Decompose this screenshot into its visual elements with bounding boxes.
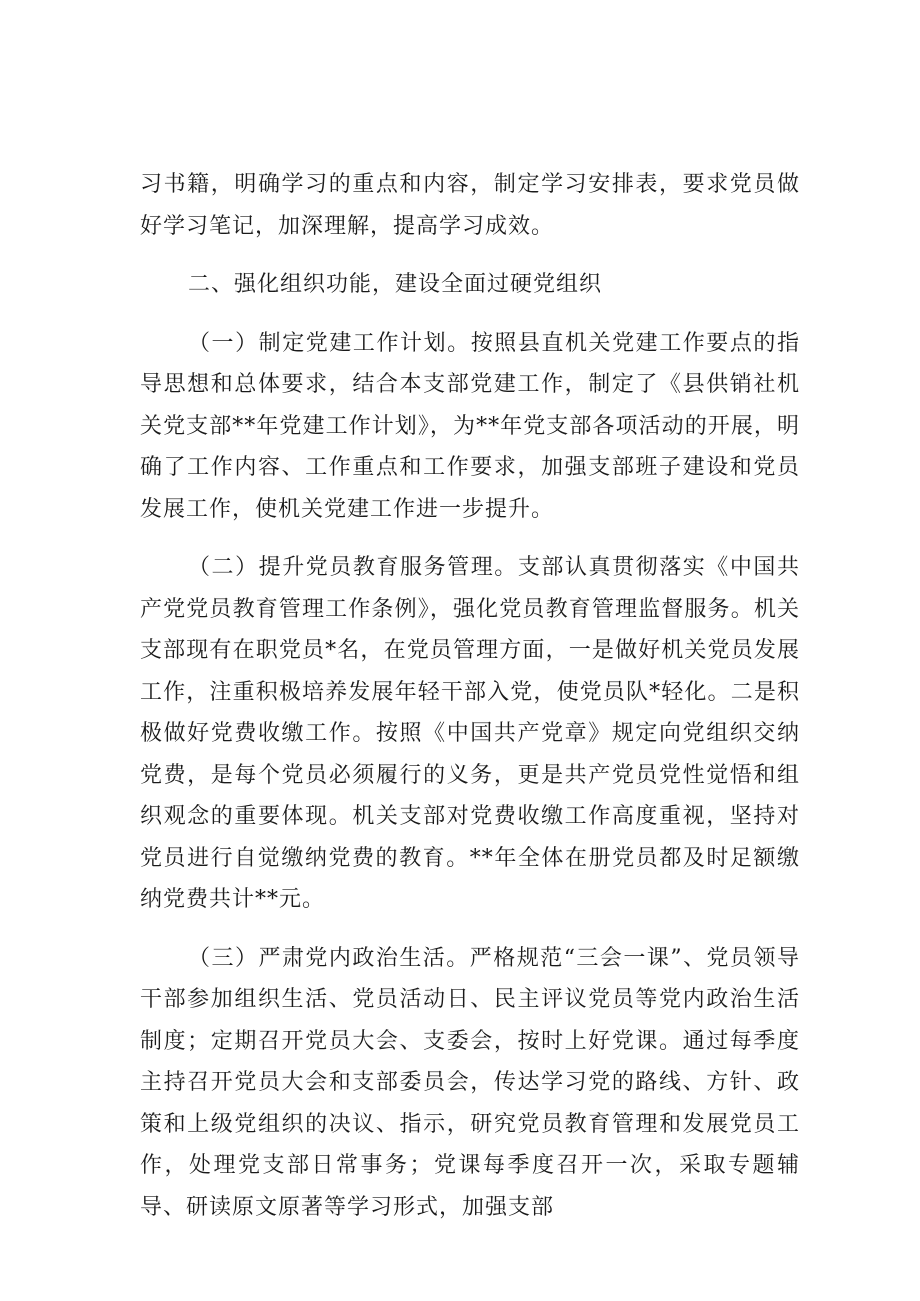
paragraph-member-education: （二）提升党员教育服务管理。支部认真贯彻落实《中国共产党党员教育管理工作条例》，强化党员教育管理监督服务。机关支部现有在职党员*名，在党员管理方面，一是做好机关党员发展工作，注重积极培养发展年轻干部入党，使党员队*轻化。二是积极做好党费收缴工作。按照《中国共产党章》规定向党组织交纳党费，是每个党员必须履行的义务，更是共产党员党性觉悟和组织观念的重要体现。机关支部对党费收缴工作高度重视，坚持对党员进行自觉缴纳党费的教育。**年全体在册党员都及时足额缴纳党费共计**元。 xyxy=(140,555,800,912)
paragraph-continued: 习书籍，明确学习的重点和内容，制定学习安排表，要求党员做好学习笔记，加深理解，提高学习成效。 xyxy=(140,172,800,239)
document-body xyxy=(140,164,800,1245)
section-heading: 二、强化组织功能，建设全面过硬党组织 xyxy=(188,272,603,297)
paragraph-political-life: （三）严肃党内政治生活。严格规范“三会一课”、党员领导干部参加组织生活、党员活动日、民主评议党员等党内政治生活制度；定期召开党员大会、支委会，按时上好党课。通过每季度主持召开党员大会和支部委员会，传达学习党的路线、方针、政策和上级党组织的决议、指示，研究党员教育管理和发展党员工作，处理党支部日常事务；党课每季度召开一次，采取专题辅导、研读原文原著等学习形式，加强支部 xyxy=(140,945,800,1220)
paragraph-work-plan: （一）制定党建工作计划。按照县直机关党建工作要点的指导思想和总体要求，结合本支部党建工作，制定了《县供销社机关党支部**年党建工作计划》，为**年党支部各项活动的开展，明确了工作内容、工作重点和工作要求，加强支部班子建设和党员发展工作，使机关党建工作进一步提升。 xyxy=(140,330,800,522)
